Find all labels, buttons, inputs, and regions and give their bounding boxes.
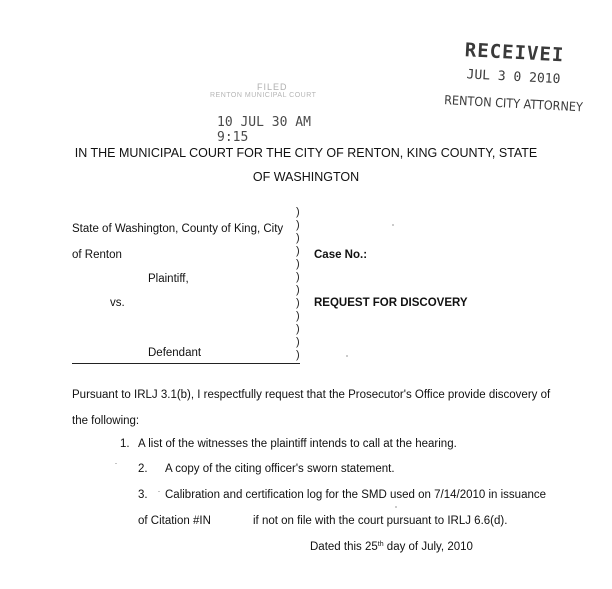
dated-prefix: Dated this 25 [310,541,378,553]
case-number-label: Case No.: [314,249,368,261]
dated-ordinal: th [377,541,384,548]
filed-stamp-court: RENTON MUNICIPAL COURT [210,92,317,99]
document-page: RECEIVEI JUL 3 0 2010 RENTON CITY ATTORNEY FILED RENTON MUNICIPAL COURT 10 JUL 30 AM 9:15 IN THE MUNICIPAL COURT FOR THE CITY OF RENTON, KING COUNTY, STATE OF WASHINGTON State of Washington, County of King, City of Renton Plaintiff, vs. Defendant ) ) ) ) ) ) ) ) ) ) ) ) Case No.: REQUEST FOR DISCOVERY Pursuant to IRLJ 3.1(b), I respectfully request that the Prosecutor's Office provide discovery of the following: 1. A list of the witnesses the plaintiff intends to call at the hearing. 2. A copy of the citing officer's sworn statement. 3. Calibration and certification log for the SMD used on 7/14/2010 in issuance of Citation #IN if not on file with the court pursuant to IRLJ 6.6(d). Dated this 25th day of July, 2010 [0,0,612,589]
item-number: 3. [138,489,148,501]
item-number: 1. [120,438,130,450]
item-text: Calibration and certification log for the SMD used on 7/14/2010 in issuance [165,489,547,501]
received-stamp-date: JUL 3 0 2010 [466,67,561,88]
versus-label: vs. [110,297,125,309]
item-number: 2. [138,463,148,475]
received-stamp-recipient: RENTON CITY ATTORNEY [443,92,584,115]
document-title: REQUEST FOR DISCOVERY [314,297,468,309]
scan-speck [395,506,397,508]
received-stamp [441,38,596,136]
item3-continuation-b: if not on file with the court pursuant to IRLJ 6.6(d). [253,515,508,527]
plaintiff-name-line2: of Renton [72,249,122,261]
filed-stamp-label: FILED [257,82,288,92]
defendant-role: Defendant [148,347,202,359]
intro-line2: the following: [72,415,140,427]
scan-speck [392,224,394,226]
dated-line [310,541,473,553]
scan-speck [115,463,117,464]
intro-line1: Pursuant to IRLJ 3.1(b), I respectfully request that the Prosecutor's Office provide discovery of [72,389,551,401]
item-text: A copy of the citing officer's sworn statement. [165,463,395,475]
item-text: A list of the witnesses the plaintiff intends to call at the hearing. [138,438,457,450]
caption-underline [72,363,300,364]
court-heading-line1: IN THE MUNICIPAL COURT FOR THE CITY OF RENTON, KING COUNTY, STATE [74,146,538,160]
item3-continuation-a: of Citation #IN [138,515,211,527]
plaintiff-name-line1: State of Washington, County of King, City [72,223,284,235]
court-heading-line2: OF WASHINGTON [252,170,360,184]
scan-speck [158,491,160,492]
dated-suffix: day of July, 2010 [383,541,473,553]
filed-stamp-datetime: 10 JUL 30 AM 9:15 [217,115,311,145]
received-stamp-title: RECEIVEI [464,39,565,67]
plaintiff-role: Plaintiff, [148,273,189,285]
scan-speck [346,355,348,357]
